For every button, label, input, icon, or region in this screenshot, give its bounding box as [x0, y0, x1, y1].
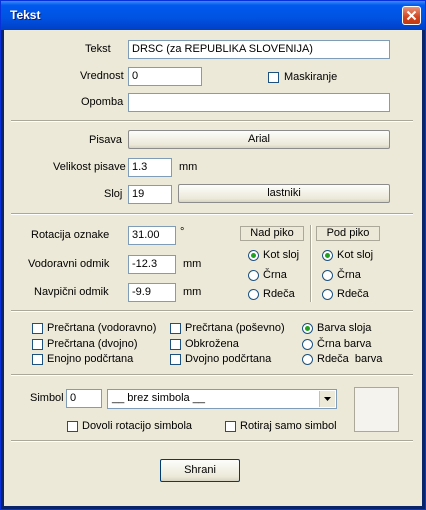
- nad-piko-header: Nad piko: [240, 226, 304, 241]
- nad-piko-kot-sloj-label: Kot sloj: [263, 249, 300, 261]
- simbol-combo[interactable]: [107, 389, 337, 409]
- vrednost-input[interactable]: 0: [128, 67, 202, 86]
- maskiranje-label: Maskiranje: [284, 71, 338, 83]
- vodoravni-input[interactable]: -12.3: [128, 255, 176, 274]
- dvojno-podcrtana-label: Dvojno podčrtana: [185, 353, 272, 365]
- pod-piko-crna-label: Črna: [337, 269, 361, 281]
- separator: [11, 213, 413, 215]
- nad-piko-rdeca-label: Rdeča: [263, 288, 295, 300]
- vertical-separator: [310, 225, 312, 302]
- rdeca-barva-label: Rdeča barva: [317, 353, 383, 365]
- pod-piko-header: Pod piko: [316, 226, 380, 241]
- separator: [11, 374, 413, 376]
- title-bar[interactable]: [1, 1, 425, 30]
- velikost-pisave-label: Velikost pisave: [53, 161, 126, 173]
- close-button[interactable]: [402, 6, 421, 25]
- navpicni-unit: mm: [183, 286, 202, 298]
- rotacija-label: Rotacija oznake: [31, 229, 110, 241]
- rotacija-unit: °: [180, 226, 185, 238]
- symbol-preview: [354, 387, 399, 432]
- dovoli-rotacijo-label: Dovoli rotacijo simbola: [82, 420, 193, 432]
- opomba-label: Opomba: [81, 96, 124, 108]
- pisava-button[interactable]: Arial: [128, 130, 390, 149]
- velikost-pisave-input[interactable]: 1.3: [128, 158, 172, 177]
- precrtana-dvojno-label: Prečrtana (dvojno): [47, 338, 138, 350]
- close-icon: [406, 10, 417, 21]
- barva-sloja-radio[interactable]: [302, 323, 313, 334]
- tekst-label: Tekst: [85, 43, 111, 55]
- separator: [11, 440, 413, 442]
- precrtana-vodoravno-label: Prečrtana (vodoravno): [47, 322, 157, 334]
- shrani-button[interactable]: Shrani: [160, 459, 240, 482]
- combo-dropdown-button[interactable]: [319, 391, 335, 407]
- simbol-label: Simbol: [30, 392, 64, 404]
- pod-piko-rdeca-radio[interactable]: [322, 289, 333, 300]
- pod-piko-kot-sloj-label: Kot sloj: [337, 249, 374, 261]
- tekst-input[interactable]: DRSC (za REPUBLIKA SLOVENIJA): [128, 40, 390, 59]
- maskiranje-checkbox[interactable]: [268, 72, 279, 83]
- velikost-unit: mm: [179, 161, 198, 173]
- pod-piko-kot-sloj-radio[interactable]: [322, 250, 333, 261]
- rotacija-input[interactable]: 31.00: [128, 226, 176, 245]
- separator: [11, 310, 413, 312]
- navpicni-input[interactable]: -9.9: [128, 283, 176, 302]
- simbol-input[interactable]: 0: [66, 389, 102, 408]
- obkrozena-checkbox[interactable]: [170, 339, 181, 350]
- dovoli-rotacijo-checkbox[interactable]: [67, 421, 78, 432]
- simbol-combo-value: __ brez simbola __: [112, 392, 205, 404]
- pod-piko-crna-radio[interactable]: [322, 270, 333, 281]
- precrtana-posevno-checkbox[interactable]: [170, 323, 181, 334]
- rotiraj-samo-simbol-label: Rotiraj samo simbol: [240, 420, 337, 432]
- dialog-client-area: [4, 30, 422, 506]
- vrednost-label: Vrednost: [80, 70, 124, 82]
- precrtana-dvojno-checkbox[interactable]: [32, 339, 43, 350]
- crna-barva-radio[interactable]: [302, 339, 313, 350]
- pisava-label: Pisava: [89, 134, 123, 146]
- nad-piko-kot-sloj-radio[interactable]: [248, 250, 259, 261]
- sloj-input[interactable]: 19: [128, 185, 172, 204]
- rotiraj-samo-simbol-checkbox[interactable]: [225, 421, 236, 432]
- separator: [11, 120, 413, 122]
- window-title: Tekst: [10, 8, 41, 22]
- precrtana-vodoravno-checkbox[interactable]: [32, 323, 43, 334]
- nad-piko-rdeca-radio[interactable]: [248, 289, 259, 300]
- dvojno-podcrtana-checkbox[interactable]: [170, 354, 181, 365]
- sloj-button[interactable]: lastniki: [178, 184, 390, 203]
- vodoravni-unit: mm: [183, 258, 202, 270]
- precrtana-posevno-label: Prečrtana (poševno): [185, 322, 285, 334]
- pod-piko-rdeca-label: Rdeča: [337, 288, 369, 300]
- vodoravni-label: Vodoravni odmik: [28, 258, 110, 270]
- nad-piko-crna-label: Črna: [263, 269, 287, 281]
- enojno-podcrtana-label: Enojno podčrtana: [47, 353, 134, 365]
- barva-sloja-label: Barva sloja: [317, 322, 372, 334]
- navpicni-label: Navpični odmik: [34, 286, 109, 298]
- obkrozena-label: Obkrožena: [185, 338, 239, 350]
- crna-barva-label: Črna barva: [317, 338, 372, 350]
- rdeca-barva-radio[interactable]: [302, 354, 313, 365]
- chevron-down-icon: [320, 391, 335, 407]
- sloj-label: Sloj: [104, 188, 123, 200]
- opomba-input[interactable]: [128, 93, 390, 112]
- enojno-podcrtana-checkbox[interactable]: [32, 354, 43, 365]
- nad-piko-crna-radio[interactable]: [248, 270, 259, 281]
